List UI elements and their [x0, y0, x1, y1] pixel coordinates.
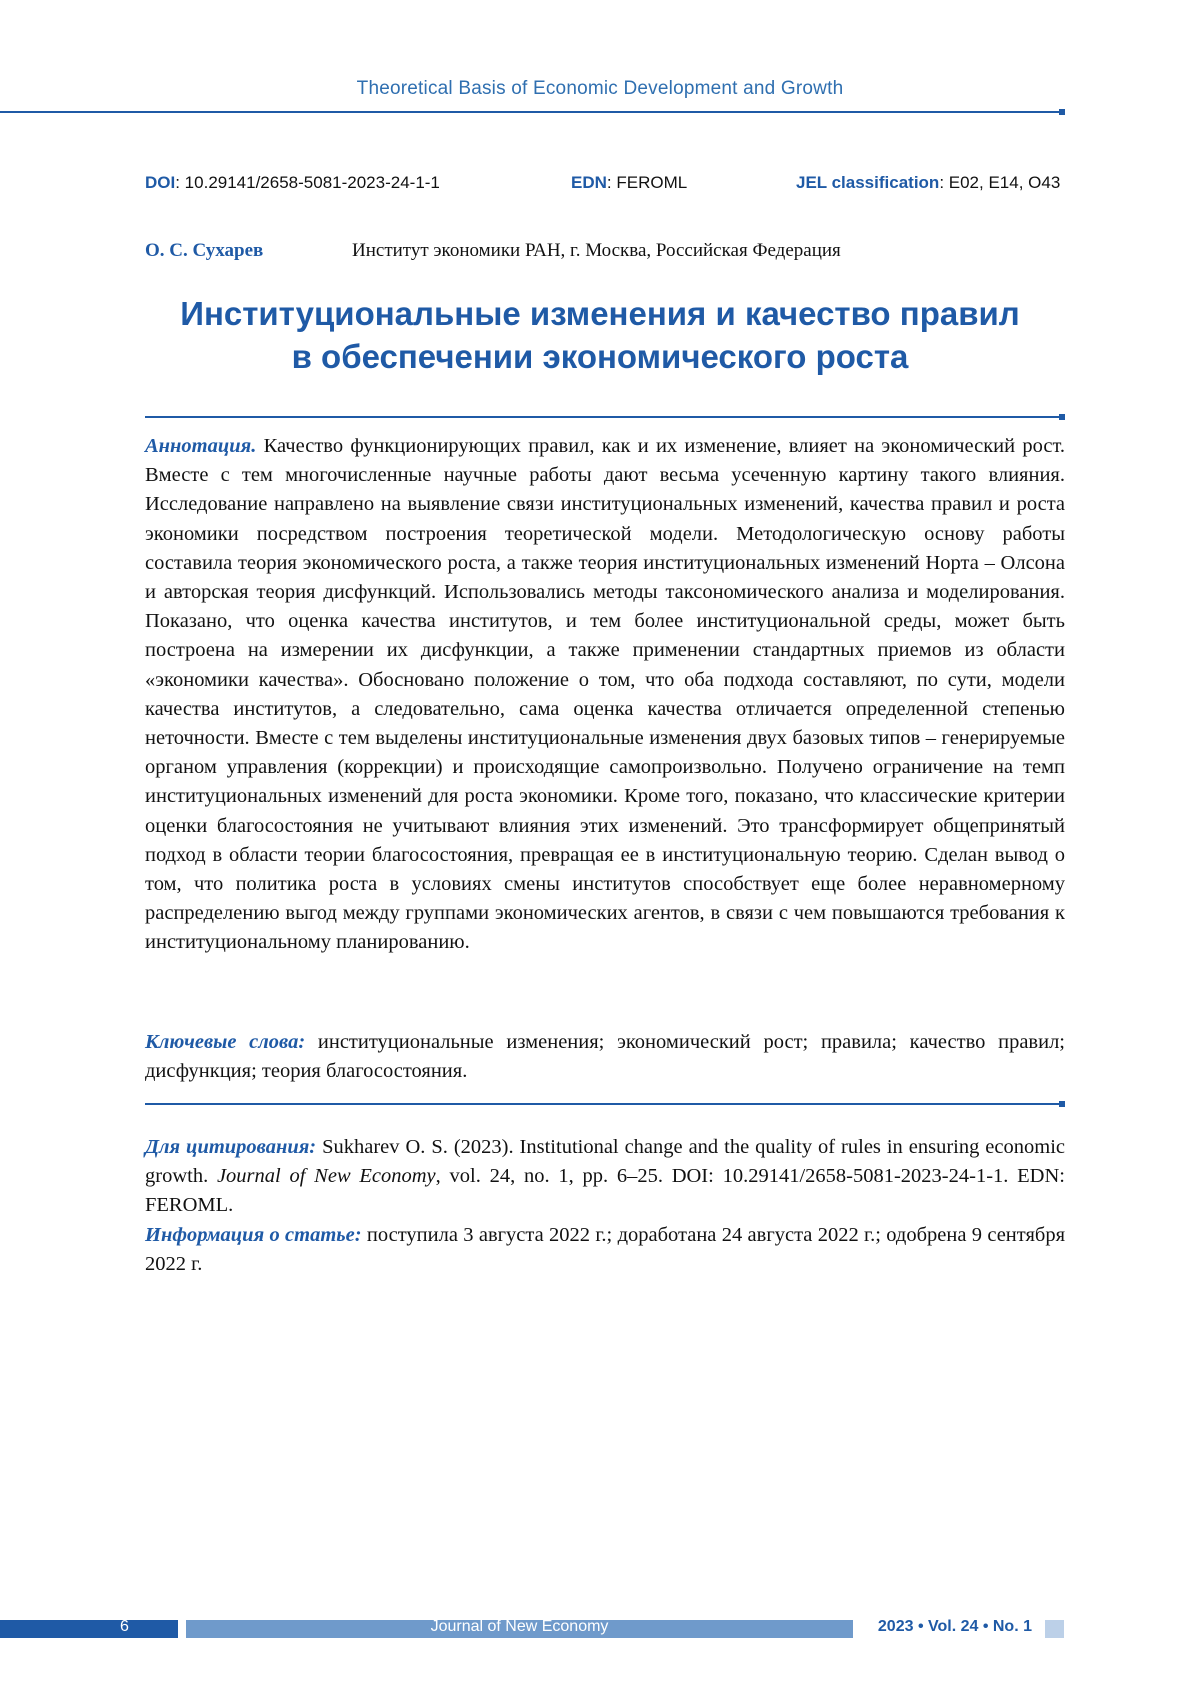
- keywords-rule: [145, 1103, 1059, 1105]
- keywords-label: Ключевые слова:: [145, 1031, 306, 1053]
- footer-bar-right: [1045, 1620, 1064, 1638]
- jel-value: : E02, E14, O43: [939, 173, 1061, 192]
- title-rule-end: [1059, 414, 1065, 420]
- jel-label: JEL classification: [796, 173, 940, 192]
- citation-text-after: , vol. 24, no. 1, pp. 6–25. DOI: 10.29141/2658-5081-2023-24-1-1. EDN: FEROML.: [145, 1165, 1065, 1217]
- citation-text-before: Sukharev O. S. (2023). Institutional change and the quality of rules in ensuring economic growth.: [145, 1136, 1065, 1188]
- citation-label: Для цитирования:: [145, 1136, 317, 1158]
- article-info-text: поступила 3 августа 2022 г.; доработана 24 августа 2022 г.; одобрена 9 сентября 2022 г.: [145, 1224, 1065, 1276]
- edn-value: : FEROML: [606, 173, 688, 192]
- abstract-label: Аннотация.: [145, 435, 257, 457]
- citation-journal: Journal of New Economy: [216, 1165, 436, 1188]
- edn-line: [571, 173, 687, 193]
- title-line-1: Институциональные изменения и качество правил: [180, 295, 1020, 332]
- jel-line: [796, 173, 1060, 193]
- article-info: [145, 1221, 1065, 1279]
- header-rule-end: [1059, 109, 1065, 115]
- article-title: [100, 292, 1100, 378]
- abstract: [145, 432, 1065, 958]
- doi-value: : 10.29141/2658-5081-2023-24-1-1: [175, 173, 440, 192]
- footer-issue: 2023 • Vol. 24 • No. 1: [877, 1618, 1032, 1635]
- title-rule: [145, 416, 1059, 418]
- keywords-text: институциональные изменения; экономический рост; правила; качество правил; дисфункция; теория благосостояния.: [145, 1031, 1065, 1083]
- keywords-rule-end: [1059, 1101, 1065, 1107]
- article-info-label: Информация о статье:: [145, 1224, 362, 1246]
- running-header: Theoretical Basis of Economic Development and Growth: [356, 78, 844, 99]
- footer-journal-name: Journal of New Economy: [430, 1618, 609, 1635]
- citation: [145, 1133, 1065, 1221]
- title-line-2: в обеспечении экономического роста: [291, 338, 909, 375]
- abstract-text: Качество функционирующих правил, как и их изменение, влияет на экономический рост. Вместе с тем многочисленные научные работы дают весьма усеченную картину такого влияния. Исследование направлено на выявление связи институциональных изменений, качества правил и роста экономики посредством построения теоретической модели. Методологическую основу работы составила теория экономического роста, а также теория институциональных изменений Норта – Олсона и авторская теория дисфункций. Использовались методы таксономического анализа и моделирования. Показано, что оценка качества институтов, и тем более институциональной среды, может быть построена на измерении их дисфункции, а также применении стандартных приемов из области «экономики качества». Обосновано положение о том, что оба подхода составляют, по сути, модели качества институтов, а следовательно, сама оценка качества отличается определенной степенью неточности. Вместе с тем выделены институциональные изменения двух базовых типов – генерируемые органом управления (коррекции) и происходящие самопроизвольно. Получено ограничение на темп институциональных изменений для роста экономики. Кроме того, показано, что классические критерии оценки благосостояния не учитывают влияния этих изменений. Это трансформирует общепринятый подход в области теории благосостояния, превращая ее в институциональную теорию. Сделан вывод о том, что политика роста в условиях смены институтов способствует еще более неравномерному распределению выгод между группами экономических агентов, в связи с чем повышаются требования к институциональному планированию.: [145, 435, 1065, 954]
- author-name: О. С. Сухарев: [145, 240, 264, 261]
- doi-line: [145, 173, 440, 193]
- edn-label: EDN: [571, 173, 607, 192]
- keywords: [145, 1028, 1065, 1086]
- doi-label: DOI: [145, 173, 176, 192]
- author-affiliation: Институт экономики РАН, г. Москва, Российская Федерация: [352, 240, 841, 261]
- header-rule: [0, 111, 1059, 113]
- page-number: 6: [120, 1618, 129, 1635]
